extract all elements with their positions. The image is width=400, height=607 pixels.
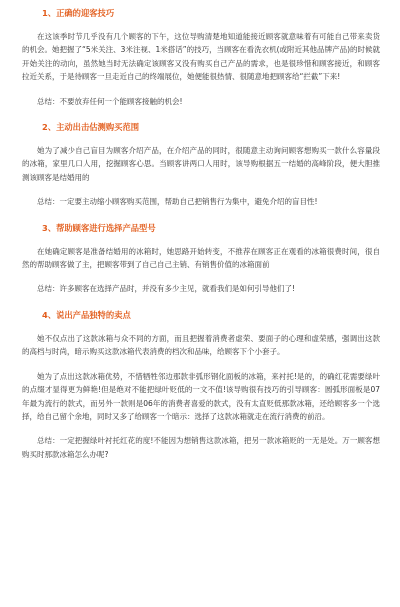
section-summary: 总结：一定把握绿叶衬托红花的度!不能因为想销售这款冰箱，把另一款冰箱贬的一无是处。万一顾客想购买时那款冰箱怎么办呢? xyxy=(22,436,380,459)
section-heading: 2、主动出击估测购买范围 xyxy=(42,122,140,133)
section-paragraph: 她为了减少自己盲目为顾客介绍产品，在介绍产品的同时，很随意主动询问顾客想购买一款什么容量段的冰箱，家里几口人用，挖掘顾客心思。当顾客讲两口人用时，该导购根据五一结婚的高峰阶段，便大胆推测该顾客是结婚用的 xyxy=(22,146,380,182)
section-selling-points xyxy=(22,310,380,461)
section-summary: 总结：许多顾客在选择产品时，并没有多少主见，就看我们是如何引导他们了! xyxy=(37,284,296,294)
section-paragraph: 在这该季时节几乎没有几个顾客的下午，这位导购清楚地知道能接近顾客就意味着有可能自己带来卖货的机会。她把握了“5米关注、3米注视、1米搭话”的技巧，当顾客在看洗衣机(或附近其他品牌产品)的时候就开始关注的动向，虽然她当时无法确定该顾客又没有购买自己产品的需求，也是很珍惜和顾客接近，和顾客拉近关系，于是待顾客一旦走近自己的终端展位，她便能很热情、很随意地把顾客给“拦截”下来! xyxy=(22,32,380,82)
section-purchase-range xyxy=(22,122,380,209)
section-greeting-skills xyxy=(22,8,380,108)
section-model-selection xyxy=(22,223,380,296)
section-heading: 1、正确的迎客技巧 xyxy=(42,8,115,18)
section-heading: 3、帮助顾客进行选择产品型号 xyxy=(42,222,156,233)
section-summary: 总结：一定要主动缩小顾客购买范围，帮助自己把销售行为集中，避免介绍的盲目性! xyxy=(37,197,318,207)
section-heading: 4、说出产品独特的卖点 xyxy=(42,309,131,320)
section-summary: 总结：不要放弃任何一个能顾客接触的机会! xyxy=(37,96,183,106)
section-paragraph: 她不仅点出了这款冰箱与众不同的方面，而且把握着消费者虚荣、要面子的心理和虚荣感，强调出这款的高档与时尚，暗示购买这款冰箱代表消费的档次和品味，给顾客下个小套子。 xyxy=(22,333,380,357)
section-paragraph: 她为了点出这款冰箱优势，不惜牺牲邻边那款非弧形钢化面板的冰箱，来衬托!是的，的确红花需要绿叶的点缀才显得更为鲜艳!但是绝对不能把绿叶贬低的一文不值!该导购很有技巧的引导顾客：圆弧形面板是07年最为流行的款式，而另外一款则是06年的消费者喜爱的款式，没有太直贬低那款冰箱，还给顾客多一个选择，给自己留个余地，同时又多了给顾客一个暗示：选择了这款冰箱就走在流行消费的前沿。 xyxy=(22,371,380,421)
section-paragraph: 在她确定顾客是准备结婚用的冰箱时，她思路开始转变，不推荐在顾客正在观看的冰箱很费时间，很自然的帮助顾客做了主，把顾客带到了自己自己主销、有销售价值的冰箱面前 xyxy=(22,246,380,270)
